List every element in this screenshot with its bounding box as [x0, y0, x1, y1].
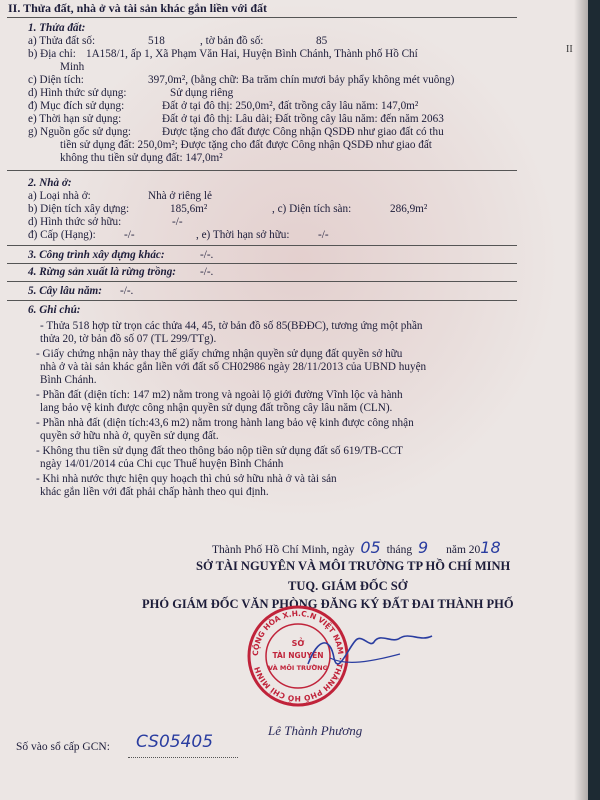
house-grade-value: -/- — [124, 229, 135, 241]
divider — [7, 281, 517, 282]
signer-position: PHÓ GIÁM ĐỐC VĂN PHÒNG ĐĂNG KÝ ĐẤT ĐAI THÀNH PHỐ — [142, 597, 514, 611]
land-origin-value-3: không thu tiền sử dụng đất: 147,0m² — [60, 152, 223, 164]
place-date-prefix: Thành Phố Hồ Chí Minh, ngày — [212, 544, 355, 556]
seal-line: TÀI NGUYÊN — [272, 651, 324, 660]
perennial-label: 5. Cây lâu năm: — [28, 285, 102, 297]
land-origin-value: Được tặng cho đất được Công nhận QSDĐ như giao đất có thu — [162, 126, 444, 138]
house-built-area-label: b) Diện tích xây dựng: — [28, 203, 130, 215]
note-line: - Không thu tiền sử dụng đất theo thông báo nộp tiền sử dụng đất số 619/TB-CCT — [36, 445, 403, 457]
note-line: - Thửa 518 hợp từ trọn các thửa 44, 45, tờ bản đồ số 85(BĐĐC), tương ứng một phần — [40, 320, 423, 332]
land-origin-label: g) Nguồn gốc sử dụng: — [28, 126, 132, 138]
construction-label: 3. Công trình xây dựng khác: — [28, 249, 165, 261]
land-parcel-label: a) Thửa đất số: — [28, 35, 96, 47]
house-ownership-value: -/- — [172, 216, 183, 228]
note-line: lang bảo vệ kinh được công nhận quyền sử dụng đất trồng cây lâu năm (CLN). — [40, 402, 393, 414]
land-purpose-value: Đất ở tại đô thị: 250,0m², đất trồng cây lâu năm: 147,0m² — [162, 100, 419, 112]
land-term-label: e) Thời hạn sử dụng: — [28, 113, 122, 125]
note-line: ngày 14/01/2014 của Chi cục Thuế huyện Bình Chánh — [40, 458, 284, 470]
handwritten-signature — [300, 618, 450, 688]
divider — [7, 170, 517, 171]
land-heading: 1. Thửa đất: — [28, 22, 86, 34]
section-title: II. Thửa đất, nhà ở và tài sản khác gắn liền với đất — [8, 1, 268, 15]
house-built-area-value: 185,6m² — [170, 203, 208, 215]
notes-heading: 6. Ghi chú: — [28, 304, 81, 316]
forest-label: 4. Rừng sản xuất là rừng trồng: — [28, 266, 177, 278]
forest-value: -/-. — [200, 266, 214, 278]
note-line: - Khi nhà nước thực hiện quy hoạch thì chủ sở hữu nhà ở và tài sản — [36, 473, 337, 485]
divider — [7, 300, 517, 301]
note-line: quyền sở hữu nhà ở, quyền sử dụng đất. — [40, 430, 219, 442]
registry-label: Số vào sổ cấp GCN: — [16, 741, 110, 753]
land-map-value: 85 — [316, 35, 328, 47]
date-day: 05 — [360, 538, 381, 557]
house-heading: 2. Nhà ở: — [28, 177, 72, 189]
land-use-form-value: Sử dụng riêng — [170, 87, 234, 99]
note-line: nhà ở và tài sản khác gắn liền với đất số CH02986 ngày 28/11/2013 của UBND huyện — [40, 361, 427, 373]
perennial-value: -/-. — [120, 285, 134, 297]
land-map-label: , tờ bản đồ số: — [200, 35, 264, 47]
land-area-value: 397,0m², (bằng chữ: Ba trăm chín mươi bảy phẩy không mét vuông) — [148, 74, 455, 86]
divider — [7, 17, 517, 18]
margin-mark: II — [566, 44, 573, 55]
registry-underline — [128, 757, 238, 758]
construction-value: -/-. — [200, 249, 214, 261]
seal-ring-text: CỘNG HÒA X.H.C.N VIỆT NAM · THÀNH PHỐ HỒ CHÍ MINH — [250, 608, 346, 704]
note-line: - Giấy chứng nhận này thay thế giấy chứng nhận quyền sử dụng đất quyền sở hữu — [36, 348, 403, 360]
land-address-value: 1A158/1, ấp 1, Xã Phạm Văn Hai, Huyện Bình Chánh, Thành phố Hồ Chí — [86, 48, 418, 60]
divider — [7, 263, 517, 264]
land-address-label: b) Địa chỉ: — [28, 48, 76, 60]
signer-name: Lê Thành Phương — [268, 723, 363, 738]
house-type-value: Nhà ở riêng lẻ — [148, 190, 213, 202]
divider — [7, 245, 517, 246]
land-use-form-label: d) Hình thức sử dụng: — [28, 87, 127, 99]
month-label: tháng — [386, 544, 413, 556]
house-grade-label: đ) Cấp (Hạng): — [28, 229, 96, 241]
seal-line: SỞ — [291, 639, 305, 648]
land-term-value: Đất ở tại đô thị: Lâu dài; Đất trồng cây lâu năm: đến năm 2063 — [162, 113, 444, 125]
date-year: 18 — [480, 538, 501, 557]
land-origin-value-2: tiền sử dụng đất: 250,0m²; Được tặng cho đất được Công nhận QSDĐ như giao đất — [60, 139, 432, 151]
note-line: Bình Chánh. — [40, 374, 97, 386]
seal-line: VÀ MÔI TRƯỜNG — [268, 664, 328, 672]
land-parcel-value: 518 — [148, 35, 165, 47]
house-term-value: -/- — [318, 229, 329, 241]
house-ownership-label: d) Hình thức sở hữu: — [28, 216, 122, 228]
house-term-label: , e) Thời hạn sở hữu: — [196, 229, 290, 241]
date-month: 9 — [418, 538, 429, 557]
note-line: - Phần đất (diện tích: 147 m2) nằm trong và ngoài lộ giới đường Vĩnh lộc và hành — [36, 389, 403, 401]
house-type-label: a) Loại nhà ở: — [28, 190, 91, 202]
land-area-label: c) Diện tích: — [28, 74, 84, 86]
registry-number: CS05405 — [136, 732, 214, 752]
house-floor-area-label: , c) Diện tích sàn: — [272, 203, 352, 215]
note-line: khác gắn liền với đất phải chấp hành theo qui định. — [40, 486, 269, 498]
delegate-title: TUQ. GIÁM ĐỐC SỞ — [288, 579, 408, 593]
land-purpose-label: đ) Mục đích sử dụng: — [28, 100, 125, 112]
note-line: thửa 20, tờ bản đồ số 07 (TL 299/TTg). — [40, 333, 217, 345]
land-address-value-2: Minh — [60, 61, 85, 73]
place-date — [212, 538, 501, 557]
note-line: - Phần nhà đất (diện tích:43,6 m2) nằm trong hành lang bảo vệ kinh được công nhận — [36, 417, 414, 429]
house-floor-area-value: 286,9m² — [390, 203, 428, 215]
issuing-department: SỞ TÀI NGUYÊN VÀ MÔI TRƯỜNG TP HỒ CHÍ MINH — [196, 559, 511, 573]
year-label: năm 20 — [446, 544, 481, 556]
